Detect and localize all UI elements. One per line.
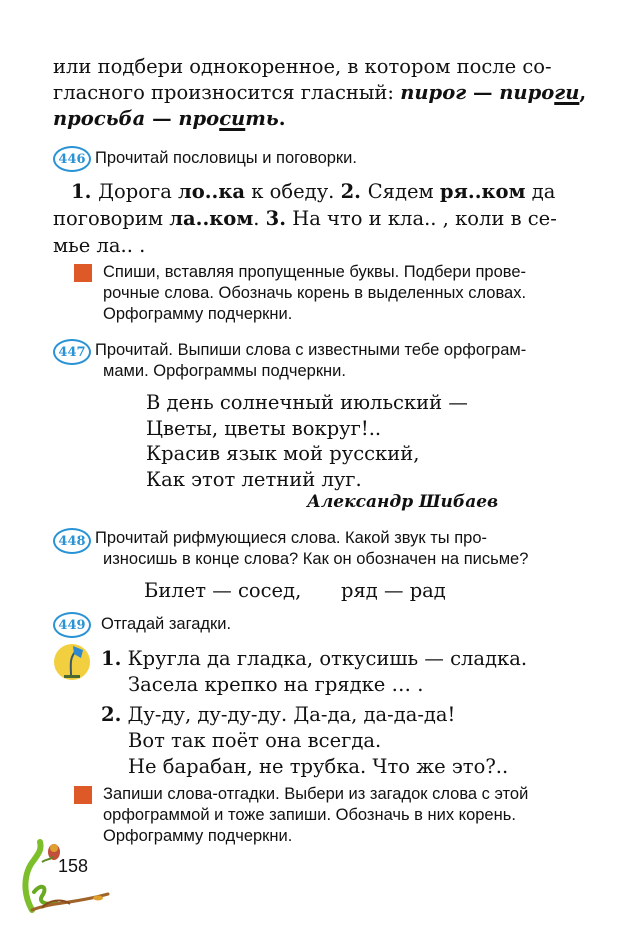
exercise-number-badge: [53, 612, 91, 638]
riddle-text: Ду-ду, ду-ду-ду. Да-да, да-да-да!: [127, 703, 456, 726]
exercise-number-badge: [53, 146, 91, 172]
example-word: просьба: [53, 107, 146, 130]
intro-line-3: [53, 106, 573, 132]
riddle-2: [101, 702, 508, 780]
example-word: пирог: [400, 81, 467, 104]
intro-paragraph: [53, 54, 587, 132]
exercise-449-task: [103, 784, 528, 847]
instruction-line: мами. Орфограммы подчеркни.: [103, 362, 346, 380]
task-line: рочные слова. Обозначь корень в выделенных словах.: [103, 284, 527, 302]
proverb-text: .: [253, 207, 266, 230]
riddle-1: [101, 646, 527, 698]
item-number: 1.: [101, 647, 122, 670]
riddle-line: [101, 646, 527, 672]
underlined-orthogram: ги: [554, 81, 580, 104]
proverb-text: Дорога: [98, 180, 179, 203]
proverb-line: мье ла.. .: [53, 234, 146, 257]
poem-line: В день солнечный июльский —: [146, 391, 468, 414]
exercise-447-instruction: [95, 340, 526, 382]
lamp-icon: [52, 642, 92, 682]
proverb-text: к обеду.: [245, 180, 341, 203]
rhyme-pair-1: Билет — сосед,: [144, 579, 302, 602]
proverb-line: [53, 178, 573, 205]
riddle-text: Кругла да гладка, откусишь — сладка.: [127, 647, 528, 670]
exercise-446-task: [103, 262, 526, 325]
instruction-line: Прочитай рифмующиеся слова. Какой звук ты про-: [95, 529, 488, 547]
underlined-orthogram: си: [219, 107, 246, 130]
page-number: 158: [58, 856, 89, 876]
task-line: Орфограмму подчеркни.: [103, 827, 293, 845]
example-word: пиро: [499, 81, 555, 104]
item-number: 1.: [71, 180, 99, 203]
riddle-line: Вот так поёт она всегда.: [128, 729, 382, 752]
instruction-line: Прочитай. Выпиши слова с известными тебе орфограм-: [95, 341, 527, 359]
highlighted-word: ря..ком: [439, 180, 526, 203]
task-line: Орфограмму подчеркни.: [103, 305, 293, 323]
punct: ,: [579, 81, 587, 104]
riddle-line: [101, 702, 508, 728]
task-square-icon: [74, 786, 92, 804]
dash: —: [466, 81, 500, 104]
exercise-446-text: [53, 178, 573, 259]
proverb-text: да: [525, 180, 556, 203]
highlighted-word: ла..ком: [169, 207, 254, 230]
riddle-line: Засела крепко на грядке … .: [128, 673, 424, 696]
riddle-line: Не барабан, не трубка. Что же это?..: [128, 755, 509, 778]
intro-text: гласного произносится гласный:: [53, 81, 401, 104]
exercise-number: 449: [58, 617, 86, 633]
item-number: 2.: [101, 703, 122, 726]
proverb-text: На что и кла.. , коли в се-: [286, 207, 557, 230]
task-line: Запиши слова-отгадки. Выбери из загадок слова с этой: [103, 785, 529, 803]
exercise-448-instruction: [95, 528, 528, 570]
item-number: 3.: [265, 207, 287, 230]
rhyme-pair-2: ряд — рад: [341, 579, 446, 602]
exercise-446-instruction: Прочитай пословицы и поговорки.: [95, 149, 357, 167]
exercise-number-badge: [53, 528, 91, 554]
instruction-line: износишь в конце слова? Как он обозначен на письме?: [103, 550, 529, 568]
exercise-number: 448: [58, 533, 86, 549]
poem: [146, 390, 468, 492]
exercise-number: 446: [58, 151, 86, 167]
example-word: ть: [245, 107, 279, 130]
intro-line-2: [53, 80, 587, 106]
intro-text: или подбери однокоренное, в котором после со-: [53, 55, 552, 78]
exercise-449-instruction: Отгадай загадки.: [101, 615, 232, 633]
item-number: 2.: [340, 180, 368, 203]
poem-author: Александр Шибаев: [307, 492, 499, 512]
intro-line-1: [53, 54, 573, 80]
punct: .: [278, 107, 286, 130]
proverb-text: Сядем: [367, 180, 440, 203]
task-square-icon: [74, 264, 92, 282]
exercise-number: 447: [58, 344, 86, 360]
highlighted-word: ло..ка: [178, 180, 246, 203]
task-line: Спиши, вставляя пропущенные буквы. Подбери прове-: [103, 263, 527, 281]
task-line: орфограммой и тоже запиши. Обозначь в них корень.: [103, 806, 516, 824]
poem-line: Цветы, цветы вокруг!..: [146, 416, 382, 440]
example-word: про: [178, 107, 220, 130]
poem-line: Красив язык мой русский,: [146, 442, 420, 465]
proverb-line: [53, 205, 573, 232]
dash: —: [145, 107, 179, 130]
exercise-number-badge: [53, 339, 91, 365]
poem-line: Как этот летний луг.: [146, 467, 362, 491]
proverb-text: поговорим: [53, 207, 170, 230]
